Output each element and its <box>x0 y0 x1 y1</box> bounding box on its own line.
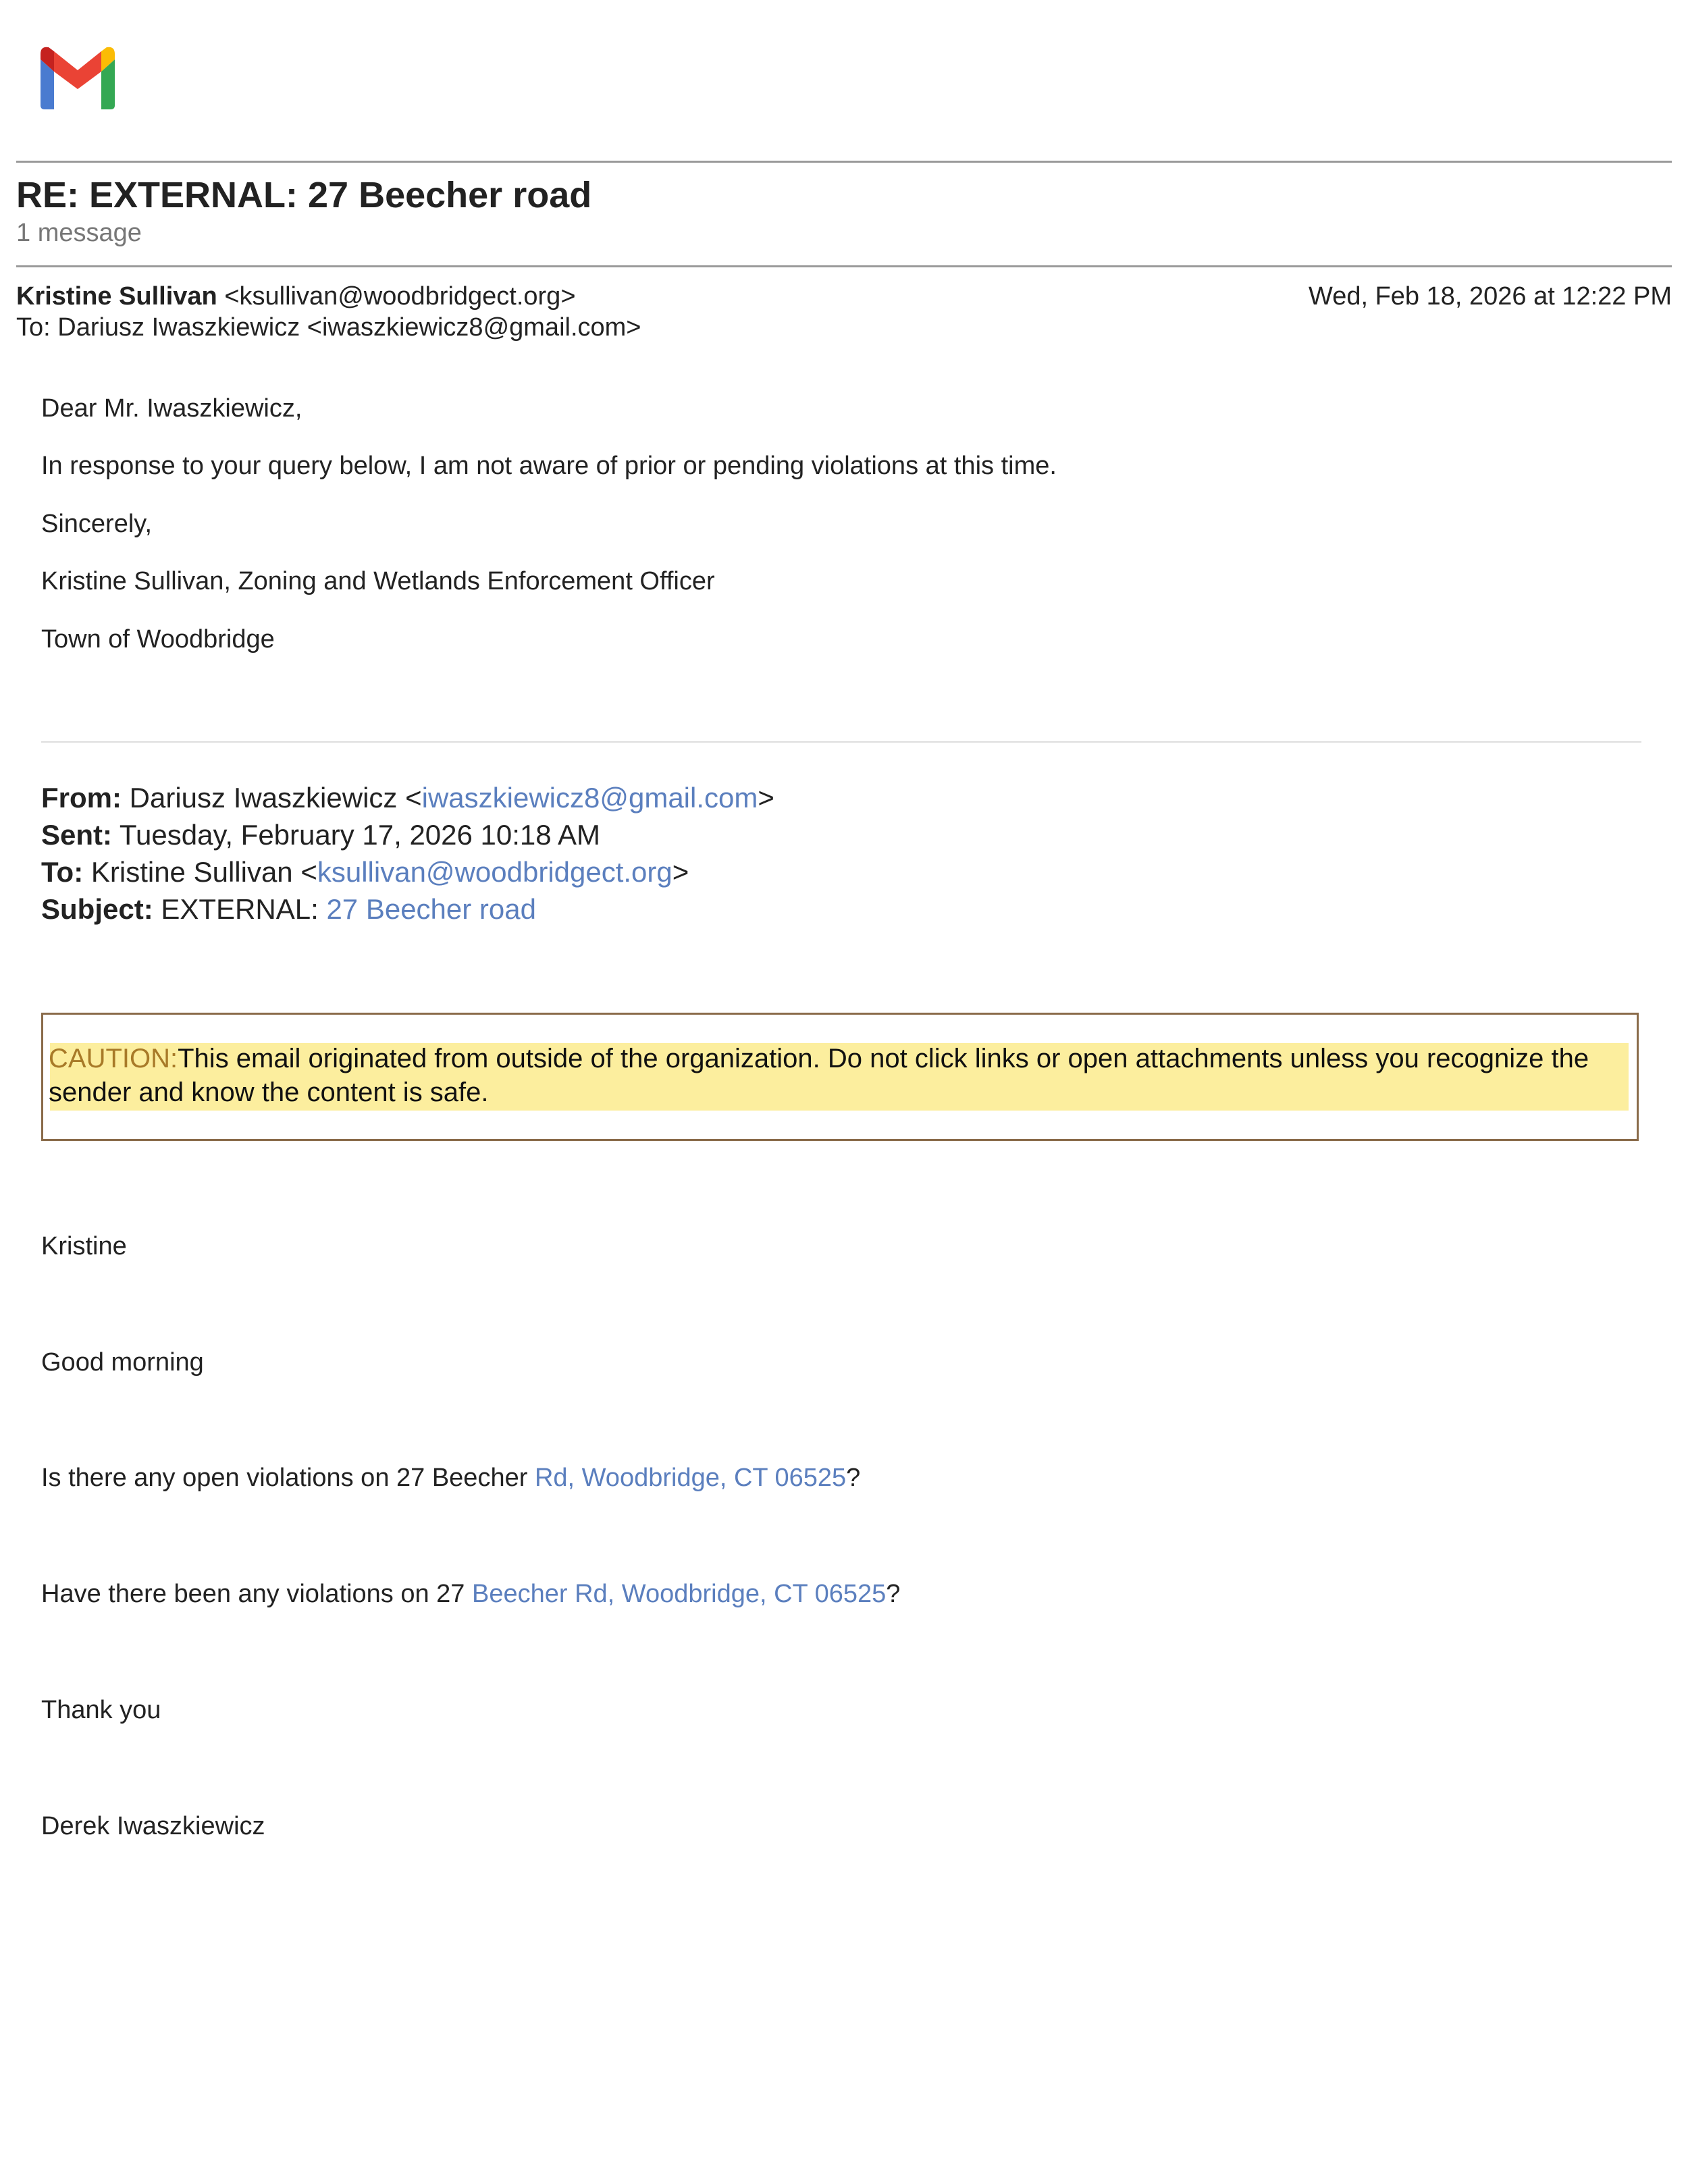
quoted-to-name: Kristine Sullivan < <box>83 856 317 888</box>
caution-message <box>49 1042 1635 1109</box>
quoted-greeting-name: Kristine <box>41 1232 127 1260</box>
quote-divider <box>41 741 1641 743</box>
quoted-from-close: > <box>758 782 774 814</box>
caution-body: This email originated from outside of the organization. Do not click links or open attachments unless you recognize the sender and know the content is safe. <box>49 1044 1589 1107</box>
q2-address-link[interactable]: Beecher Rd, Woodbridge, CT 06525 <box>471 1580 887 1608</box>
quoted-greeting: Good morning <box>41 1348 204 1377</box>
quoted-from-name: Dariusz Iwaszkiewicz < <box>122 782 422 814</box>
quoted-question-open <box>41 1464 860 1493</box>
header-divider <box>16 161 1672 163</box>
signature-title: Kristine Sullivan, Zoning and Wetlands Enforcement Officer <box>41 567 715 595</box>
sender-line <box>16 282 576 311</box>
quoted-subject-line <box>41 893 536 926</box>
q1-text: Is there any open violations on 27 Beecher <box>41 1464 535 1492</box>
message-count: 1 message <box>16 219 142 247</box>
thread-subject: RE: EXTERNAL: 27 Beecher road <box>16 175 592 215</box>
quoted-to-line <box>41 856 689 888</box>
quoted-to-label: To: <box>41 856 84 888</box>
quoted-to-email-link[interactable]: ksullivan@woodbridgect.org <box>317 856 672 888</box>
body-closing: Sincerely, <box>41 510 153 538</box>
quoted-subject-label: Subject: <box>41 893 153 925</box>
recipient-line: To: Dariusz Iwaszkiewicz <iwaszkiewicz8@gmail.com> <box>16 313 641 342</box>
quoted-sent-line <box>41 819 600 851</box>
body-paragraph: In response to your query below, I am not aware of prior or pending violations at this time. <box>41 452 1057 480</box>
quoted-signature: Derek Iwaszkiewicz <box>41 1812 265 1840</box>
body-salutation: Dear Mr. Iwaszkiewicz, <box>41 394 302 423</box>
signature-org: Town of Woodbridge <box>41 625 275 654</box>
gmail-logo-icon <box>35 45 120 109</box>
q1-address-link[interactable]: Rd, Woodbridge, CT 06525 <box>534 1464 847 1492</box>
quoted-sent-label: Sent: <box>41 819 112 851</box>
quoted-subject-prefix: EXTERNAL: <box>153 893 327 925</box>
sender-email: <ksullivan@woodbridgect.org> <box>224 282 576 311</box>
quoted-from-label: From: <box>41 782 122 814</box>
quoted-thanks: Thank you <box>41 1696 161 1724</box>
q2-mark: ? <box>886 1580 901 1608</box>
q2-text: Have there been any violations on 27 <box>41 1580 472 1608</box>
quoted-from-line <box>41 782 774 814</box>
thread-divider <box>16 265 1672 267</box>
quoted-question-past <box>41 1580 900 1609</box>
caution-label: CAUTION: <box>49 1044 178 1073</box>
quoted-from-email-link[interactable]: iwaszkiewicz8@gmail.com <box>421 782 758 814</box>
quoted-to-close: > <box>672 856 689 888</box>
q1-mark: ? <box>846 1464 861 1492</box>
quoted-subject-link[interactable]: 27 Beecher road <box>326 893 536 925</box>
sender-name: Kristine Sullivan <box>16 282 217 311</box>
quoted-sent-value: Tuesday, February 17, 2026 10:18 AM <box>112 819 601 851</box>
message-date: Wed, Feb 18, 2026 at 12:22 PM <box>1309 282 1672 311</box>
